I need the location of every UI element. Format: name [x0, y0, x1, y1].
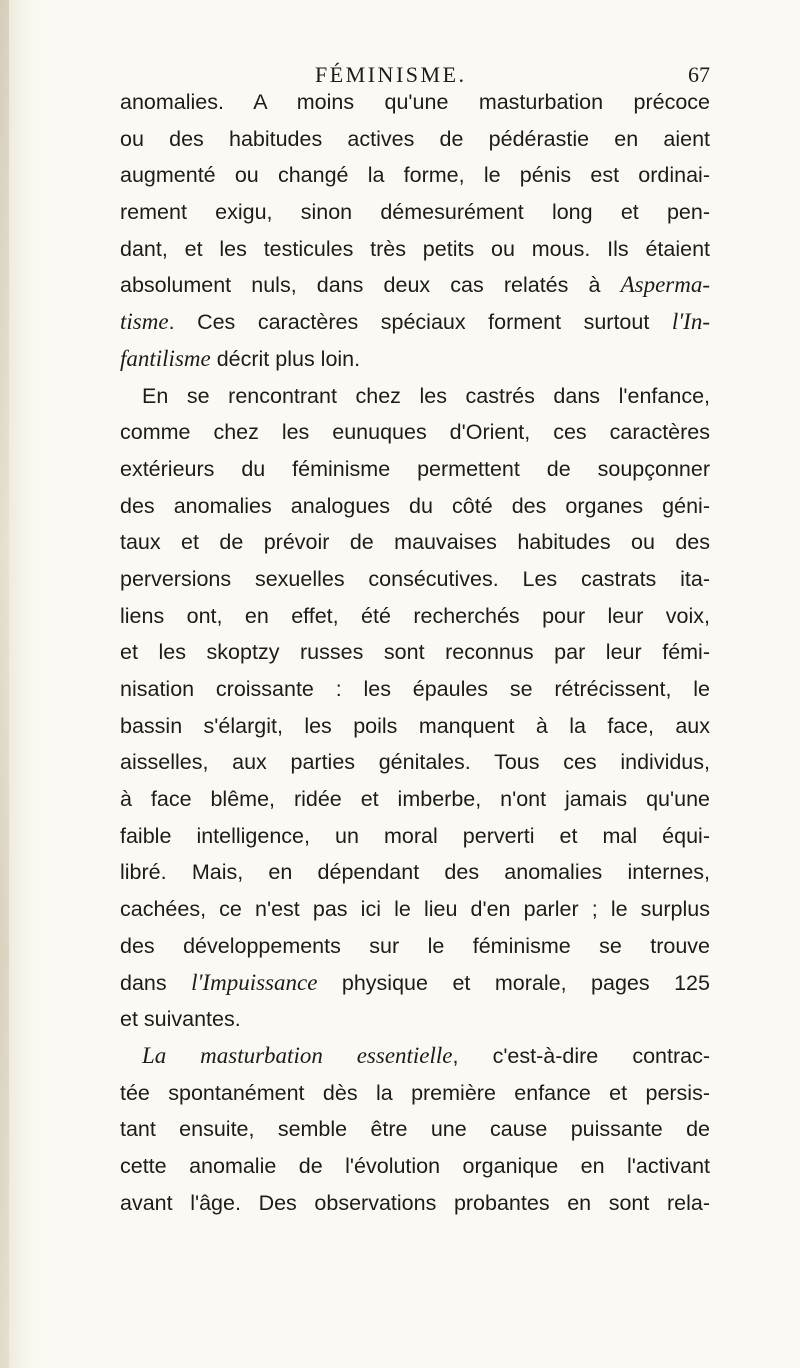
text-line: tisme. Ces caractères spéciaux forment surtout l'In-	[120, 309, 710, 335]
text-line: avant l'âge. Des observations probantes en sont rela-	[120, 1190, 710, 1215]
text-line: et les skoptzy russes sont reconnus par leur fémi-	[120, 640, 710, 665]
text-line: taux et de prévoir de mauvaises habitudes ou des	[120, 530, 710, 555]
text-line: et suivantes.	[120, 1007, 241, 1032]
text-line: ou des habitudes actives de pédérastie en aient	[120, 126, 710, 151]
page-number: 67	[688, 62, 710, 87]
text-line: La masturbation essentielle, c'est-à-dire contrac-	[142, 1042, 710, 1068]
text-line: dant, et les testicules très petits ou mous. Ils étaient	[120, 236, 710, 261]
text-line: anomalies. A moins qu'une masturbation précoce	[120, 90, 710, 114]
text-line: aisselles, aux parties génitales. Tous ces individus,	[120, 750, 710, 775]
text-line: à face blême, ridée et imberbe, n'ont jamais qu'une	[120, 787, 710, 812]
text-line: augmenté ou changé la forme, le pénis est ordinai-	[120, 163, 710, 188]
text-line: dans l'Impuissance physique et morale, pages 125	[120, 969, 710, 995]
text-line: libré. Mais, en dépendant des anomalies internes,	[120, 860, 710, 885]
text-line: rement exigu, sinon démesurément long et pen-	[120, 200, 710, 225]
text-line: cachées, ce n'est pas ici le lieu d'en parler ; le surplus	[120, 897, 710, 922]
text-line: absolument nuls, dans deux cas relatés à Asperma-	[120, 272, 710, 298]
italic-term: fantilisme	[120, 345, 211, 371]
text-line: des développements sur le féminisme se trouve	[120, 933, 710, 958]
body-text	[120, 84, 710, 1221]
italic-term: l'Impuissance	[191, 969, 318, 995]
italic-term: Asperma-	[620, 272, 710, 298]
text-line: comme chez les eunuques d'Orient, ces caractères	[120, 420, 710, 445]
text-line: nisation croissante : les épaules se rétrécissent, le	[120, 677, 710, 701]
italic-term: l'In-	[671, 309, 710, 335]
italic-term: La masturbation essentielle	[142, 1042, 453, 1068]
text-line: tée spontanément dès la première enfance et persis-	[120, 1080, 710, 1105]
italic-term: tisme	[120, 309, 169, 335]
text-line: extérieurs du féminisme permettent de soupçonner	[120, 456, 710, 481]
text-line: cette anomalie de l'évolution organique en l'activant	[120, 1153, 710, 1178]
text-line: perversions sexuelles consécutives. Les castrats ita-	[120, 566, 710, 591]
text-line: des anomalies analogues du côté des organes géni-	[120, 493, 710, 518]
text-line: tant ensuite, semble être une cause puissante de	[120, 1117, 710, 1142]
text-line: faible intelligence, un moral perverti et mal équi-	[120, 823, 710, 848]
text-line: liens ont, en effet, été recherchés pour leur voix,	[120, 603, 710, 628]
running-title: FÉMINISME.	[315, 62, 467, 87]
text-line: fantilisme décrit plus loin.	[120, 345, 361, 371]
text-line: bassin s'élargit, les poils manquent à la face, aux	[120, 713, 710, 738]
page-gutter-shadow	[0, 0, 9, 1368]
text-line: En se rencontrant chez les castrés dans l'enfance,	[142, 383, 710, 408]
